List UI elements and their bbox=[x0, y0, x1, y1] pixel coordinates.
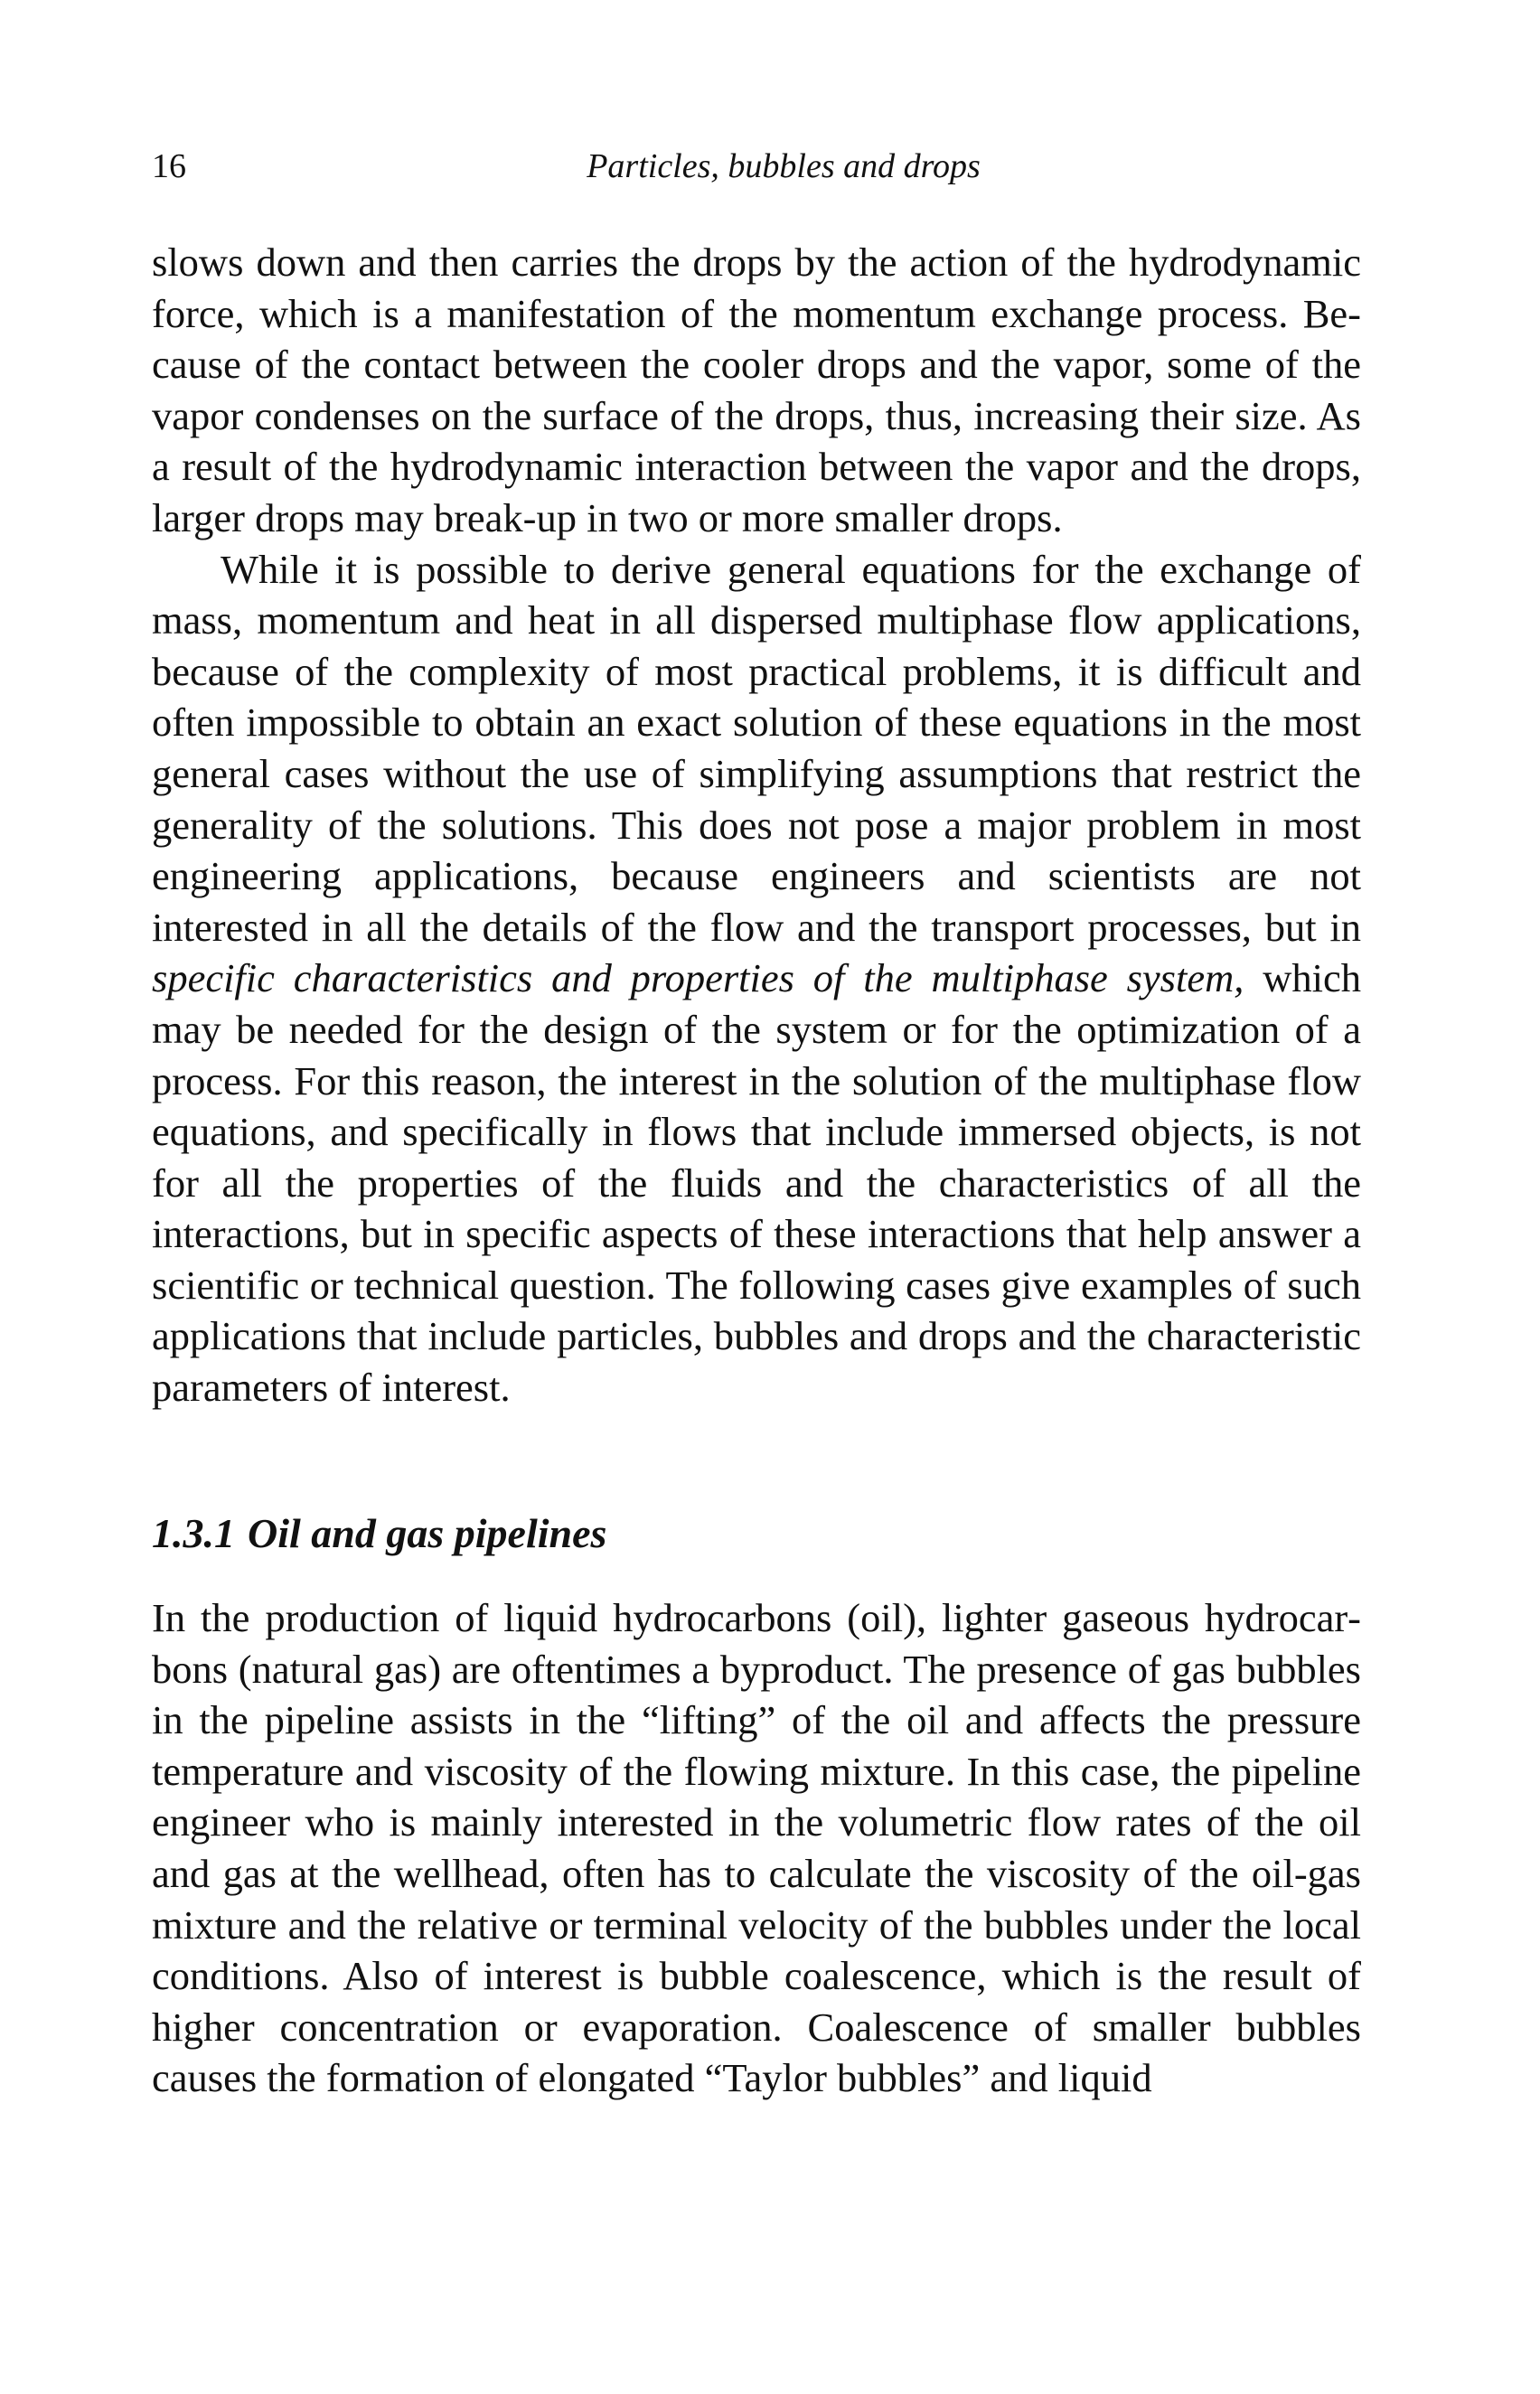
body-text-upper bbox=[152, 237, 1361, 1413]
section-number: 1.3.1 bbox=[152, 1510, 235, 1556]
emphasized-phrase: specific characteristics and properties of the multiphase system, bbox=[152, 955, 1244, 1001]
section-title: Oil and gas pipelines bbox=[248, 1510, 607, 1556]
paragraph-text-part: which may be needed for the design of the system or for the optimization of a process. For this reason, the interest in the solution of the multiphase flow equations, and specifically in flows that include immersed objects, is not for all the properties of the fluids and the characteristics of all the interactions, but in specific aspects of these interactions that help answer a scientific or technical question. The following cases give examples of such applications that include particles, bubbles and drops and the characteristic parameters of interest. bbox=[152, 955, 1362, 1411]
body-text-lower bbox=[152, 1592, 1361, 2104]
running-title: Particles, bubbles and drops bbox=[587, 147, 981, 185]
paragraph-general-equations bbox=[152, 544, 1361, 1413]
paragraph-oil-gas: In the production of liquid hydrocarbons (oil), lighter gaseous hydrocarbons (natural gas) are oftentimes a byproduct. The presence of gas bubbles in the pipeline assists in the “lifting” of the oil and affects the pressure temperature and viscosity of the flowing mixture. In this case, the pipeline engineer who is mainly interested in the volumetric flow rates of the oil and gas at the wellhead, often has to calculate the viscosity of the oil-gas mixture and the relative or terminal velocity of the bubbles under the local conditions. Also of interest is bubble coalescence, which is the result of higher concentration or evaporation. Coalescence of smaller bubbles causes the formation of elongated “Taylor bubbles” and liquid bbox=[152, 1595, 1361, 2101]
paragraph-continuation: slows down and then carries the drops by the action of the hydrodynamic force, which is a manifestation of the momentum exchange process. Because of the contact between the cooler drops and the vapor, some of the vapor condenses on the surface of the drops, thus, increasing their size. As a result of the hydrodynamic interaction between the vapor and the drops, larger drops may break-up in two or more smaller drops. bbox=[152, 239, 1361, 540]
page-number: 16 bbox=[152, 147, 186, 185]
paragraph-text-part: While it is possible to derive general equations for the exchange of mass, momentum and heat in all dispersed multiphase flow applications, because of the complexity of most practical problems, it is difficult and often impossible to obtain an exact solution of these equations in the most general cases without the use of simplifying assumptions that restrict the generality of the solutions. This does not pose a major problem in most engineering applications, because engineers and scientists are not interested in all the details of the flow and the transport processes, but in bbox=[152, 546, 1361, 950]
running-header bbox=[152, 145, 1366, 199]
section-heading bbox=[152, 1507, 606, 1560]
